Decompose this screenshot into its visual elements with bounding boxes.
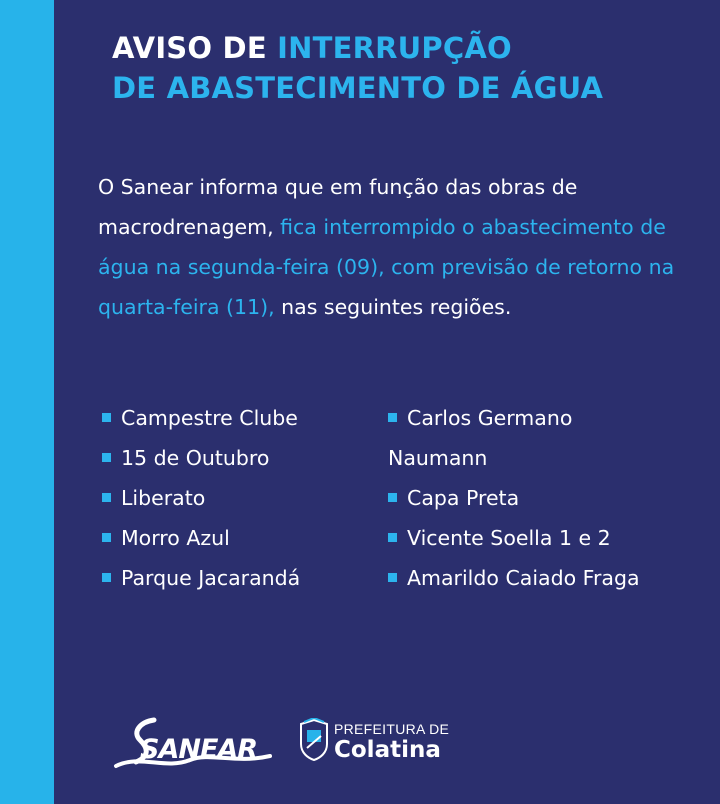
list-item xyxy=(388,398,640,438)
list-item-continuation xyxy=(388,438,640,478)
sanear-logo xyxy=(110,714,280,774)
title-line2-blue: DE ABASTECIMENTO DE ÁGUA xyxy=(112,71,604,105)
city-crest-icon xyxy=(298,718,330,762)
region-name: Vicente Soella 1 e 2 xyxy=(407,526,611,550)
square-bullet-icon xyxy=(388,573,397,582)
list-item xyxy=(102,438,300,478)
regions-list-right xyxy=(388,398,640,598)
region-name-continuation: Naumann xyxy=(388,446,488,470)
region-name: Carlos Germano xyxy=(407,406,573,430)
list-item xyxy=(102,558,300,598)
title-line1-white: AVISO DE xyxy=(112,31,278,65)
region-name: Morro Azul xyxy=(121,526,230,550)
regions-list-left xyxy=(102,398,300,598)
title-line1-blue: INTERRUPÇÃO xyxy=(277,31,512,65)
list-item xyxy=(388,518,640,558)
square-bullet-icon xyxy=(102,453,111,462)
body-intro: O Sanear informa que em função das obras de macrodrenagem, xyxy=(98,175,578,239)
square-bullet-icon xyxy=(388,533,397,542)
list-item xyxy=(102,398,300,438)
region-name: Campestre Clube xyxy=(121,406,298,430)
region-name: Liberato xyxy=(121,486,206,510)
list-item xyxy=(388,558,640,598)
square-bullet-icon xyxy=(388,413,397,422)
region-name: 15 de Outubro xyxy=(121,446,270,470)
prefeitura-label: PREFEITURA DE xyxy=(334,721,450,737)
prefeitura-logo xyxy=(334,721,449,763)
list-item xyxy=(102,518,300,558)
square-bullet-icon xyxy=(102,413,111,422)
body-highlight: fica interrompido o abastecimento de água na segunda-feira (09), com previsão de retorno na quarta-feira (11), xyxy=(98,215,675,319)
region-name: Amarildo Caiado Fraga xyxy=(407,566,640,590)
sanear-wordmark: SANEAR xyxy=(140,734,258,765)
square-bullet-icon xyxy=(102,533,111,542)
square-bullet-icon xyxy=(102,493,111,502)
body-ending: nas seguintes regiões. xyxy=(274,295,512,319)
list-item xyxy=(102,478,300,518)
list-item xyxy=(388,478,640,518)
notice-body xyxy=(98,167,698,327)
left-accent-stripe xyxy=(0,0,54,804)
region-name: Capa Preta xyxy=(407,486,520,510)
square-bullet-icon xyxy=(102,573,111,582)
region-name: Parque Jacarandá xyxy=(121,566,301,590)
square-bullet-icon xyxy=(388,493,397,502)
city-name: Colatina xyxy=(334,737,441,763)
notice-title xyxy=(112,28,603,108)
footer-logos xyxy=(0,700,720,790)
